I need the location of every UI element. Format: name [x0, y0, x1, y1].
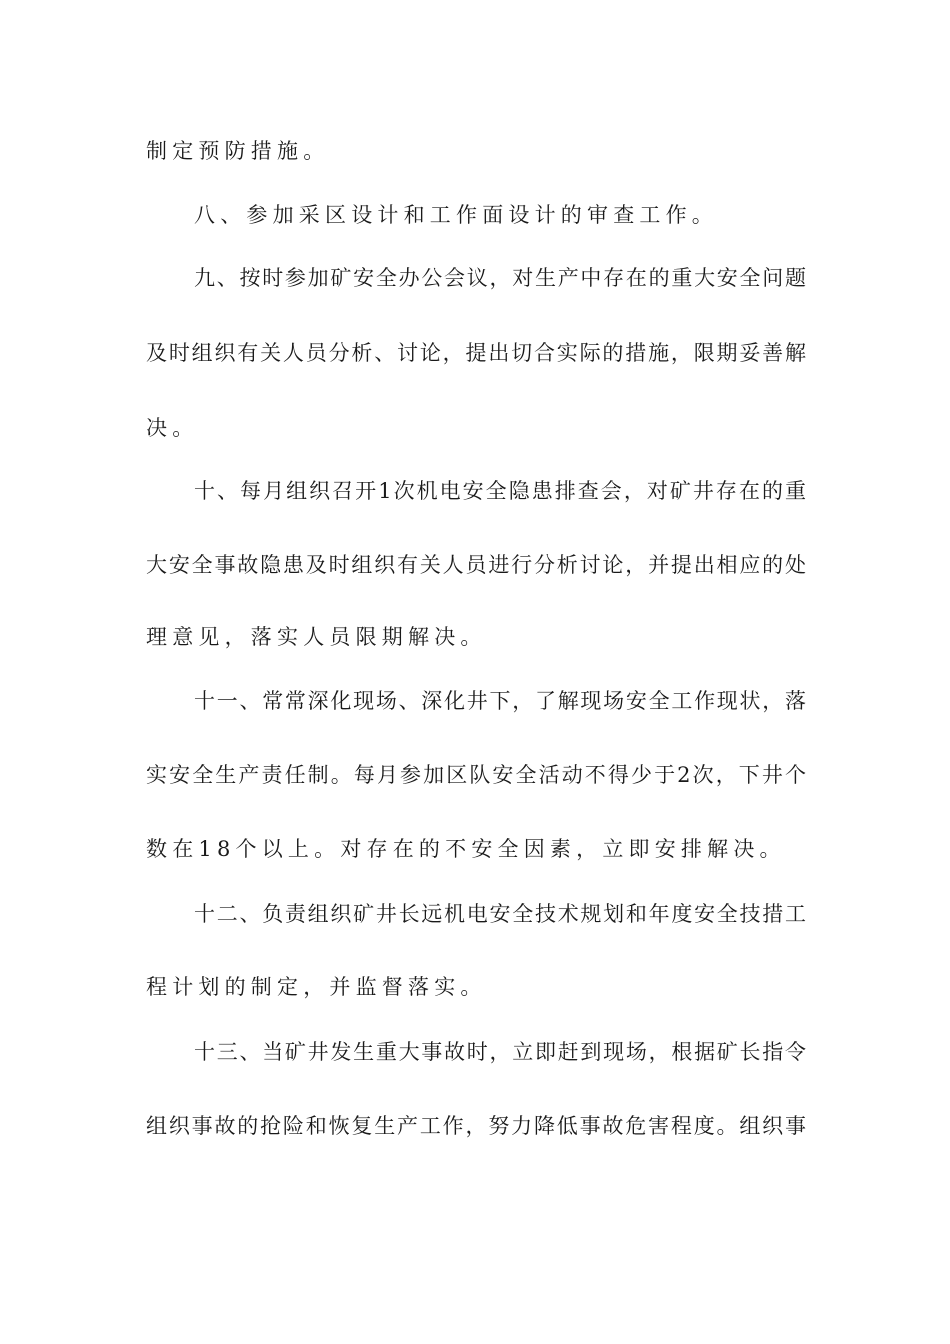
text-line: 十二、负责组织矿井长远机电安全技术规划和年度安全技措工: [194, 902, 806, 926]
text-line: 数在18个以上。对存在的不安全因素，立即安排解决。: [146, 837, 786, 861]
text-line: 九、按时参加矿安全办公会议，对生产中存在的重大安全问题: [194, 266, 806, 290]
text-line: 十三、当矿井发生重大事故时，立即赶到现场，根据矿长指令: [194, 1040, 806, 1064]
text-line: 理意见，落实人员限期解决。: [146, 625, 487, 649]
text-line: 程计划的制定，并监督落实。: [146, 975, 487, 999]
text-line: 决。: [146, 416, 199, 440]
text-line: 十一、常常深化现场、深化井下，了解现场安全工作现状，落: [194, 689, 806, 713]
text-line: 及时组织有关人员分析、讨论，提出切合实际的措施，限期妥善解: [146, 341, 806, 365]
text-line: 十、每月组织召开1次机电安全隐患排查会，对矿井存在的重: [194, 479, 806, 503]
text-line: 组织事故的抢险和恢复生产工作，努力降低事故危害程度。组织事: [146, 1114, 806, 1138]
text-line: 八、参加采区设计和工作面设计的审查工作。: [194, 203, 718, 227]
text-line: 实安全生产责任制。每月参加区队安全活动不得少于2次，下井个: [146, 763, 806, 787]
text-line: 大安全事故隐患及时组织有关人员进行分析讨论，并提出相应的处: [146, 553, 806, 577]
text-line: 制定预防措施。: [146, 139, 330, 163]
